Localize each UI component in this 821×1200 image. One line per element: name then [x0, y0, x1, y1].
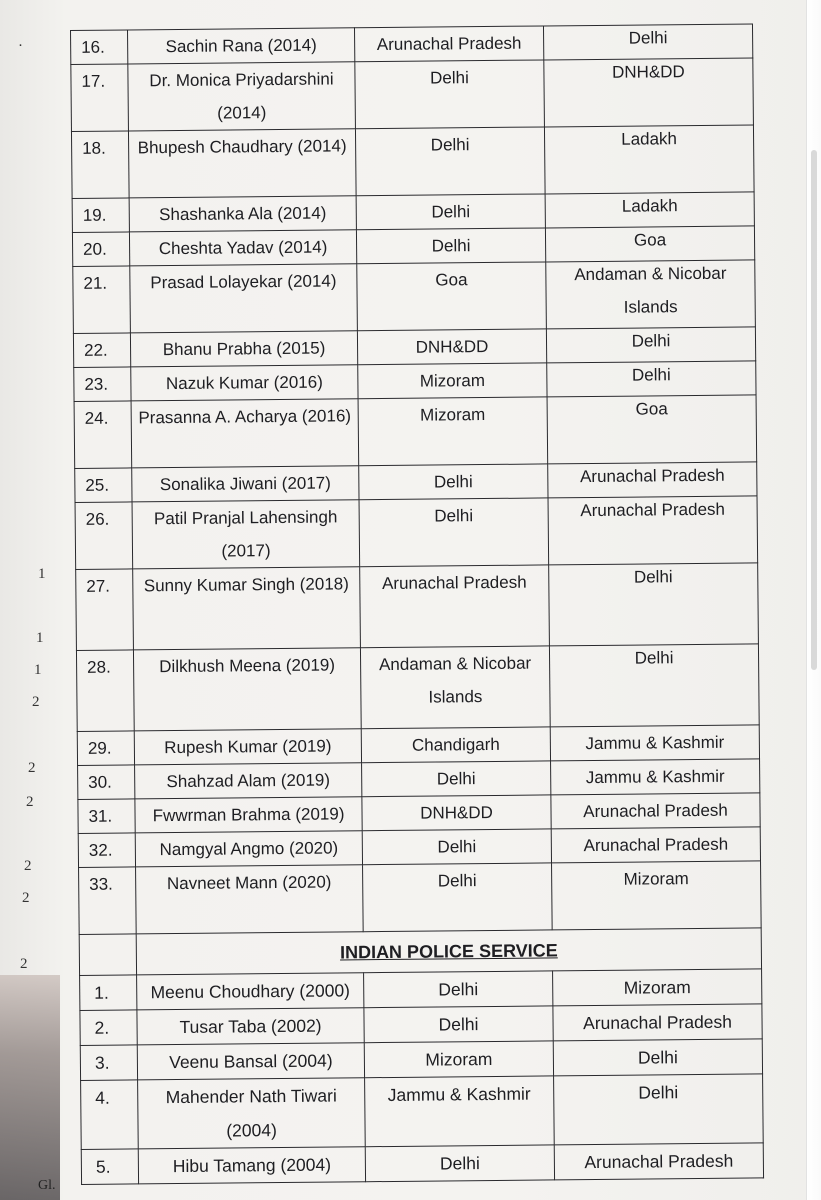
to-posting: Delhi — [631, 331, 671, 351]
from-cadre: Delhi — [362, 829, 551, 865]
to-posting: Ladakh — [621, 129, 678, 149]
officer-name: Tusar Taba (2002) — [137, 1008, 364, 1045]
scrollbar[interactable] — [811, 150, 817, 670]
officer-name: Patil Pranjal Lahensingh (2017) — [132, 500, 360, 569]
from-cadre: Arunachal Pradesh — [360, 565, 550, 648]
margin-fragment: 2 — [24, 858, 32, 874]
to-posting: Delhi — [633, 567, 673, 587]
section-heading-row — [79, 928, 761, 976]
to-posting: DNH&DD — [611, 62, 685, 82]
table-row — [71, 58, 754, 132]
from-cadre: Delhi — [365, 1145, 554, 1182]
officer-name: Shahzad Alam (2019) — [135, 763, 362, 799]
page-shadow — [0, 975, 60, 1200]
to-posting: Delhi — [631, 365, 671, 385]
section-title: INDIAN POLICE SERVICE — [136, 928, 761, 975]
serial-number: 27. — [76, 569, 134, 651]
serial-number: 26. — [75, 502, 133, 570]
officer-name: Shashanka Ala (2014) — [129, 196, 356, 232]
from-cadre: Goa — [357, 262, 547, 331]
officer-name: Navneet Mann (2020) — [136, 865, 364, 934]
officer-name: Mahender Nath Tiwari (2004) — [138, 1078, 366, 1149]
officer-name: Fwwrman Brahma (2019) — [135, 797, 362, 833]
to-posting: Arunachal Pradesh — [580, 499, 726, 521]
to-posting: Arunachal Pradesh — [553, 1004, 762, 1041]
officer-name: Sonalika Jiwani (2017) — [132, 466, 359, 502]
serial-number: 3. — [80, 1045, 137, 1081]
officer-name: Veenu Bansal (2004) — [137, 1043, 364, 1080]
serial-number: 4. — [81, 1080, 139, 1150]
from-cadre: Delhi — [364, 1006, 553, 1043]
officer-name: Nazuk Kumar (2016) — [131, 365, 358, 401]
serial-number: 20. — [72, 232, 129, 267]
table-row — [81, 1074, 764, 1150]
from-cadre: Delhi — [362, 761, 551, 797]
from-cadre: Delhi — [355, 127, 545, 196]
serial-number: 29. — [77, 731, 134, 766]
table-row — [78, 759, 760, 800]
serial-number: 33. — [79, 867, 137, 935]
from-cadre: Delhi — [356, 228, 545, 264]
officer-name: Hibu Tamang (2004) — [138, 1147, 365, 1184]
table-row — [81, 1143, 763, 1185]
table-row — [76, 644, 759, 732]
to-posting: Mizoram — [623, 869, 689, 889]
to-posting: Arunachal Pradesh — [554, 1143, 763, 1180]
from-cadre: Arunachal Pradesh — [354, 26, 543, 62]
to-posting: Goa — [635, 399, 668, 419]
margin-fragment: 1 — [36, 630, 44, 646]
serial-number: 28. — [76, 650, 134, 732]
from-cadre: DNH&DD — [362, 795, 551, 831]
serial-number: 5. — [81, 1149, 138, 1185]
officer-name: Meenu Choudhary (2000) — [137, 973, 364, 1010]
to-posting: Delhi — [634, 648, 674, 668]
serial-number: 21. — [73, 266, 131, 334]
table-row — [77, 725, 759, 766]
from-cadre: Delhi — [364, 971, 553, 1008]
officer-name: Rupesh Kumar (2019) — [134, 729, 361, 765]
serial-number: 25. — [75, 468, 132, 503]
from-cadre: Delhi — [355, 60, 545, 129]
table-row — [76, 563, 759, 651]
table-row — [74, 395, 757, 469]
officer-name: Dr. Monica Priyadarshini (2014) — [128, 62, 356, 131]
officer-name: Cheshta Yadav (2014) — [129, 230, 356, 266]
to-posting: Ladakh — [621, 196, 678, 216]
serial-number: 19. — [72, 198, 129, 233]
serial-number: 24. — [74, 401, 132, 469]
serial-number: 2. — [80, 1010, 137, 1046]
officer-name: Bhanu Prabha (2015) — [130, 331, 357, 367]
officer-name: Prasanna A. Acharya (2016) — [131, 399, 359, 468]
margin-dot: · — [18, 38, 23, 54]
serial-number: 17. — [71, 64, 129, 132]
serial-number: 31. — [78, 799, 135, 834]
to-posting: Arunachal Pradesh — [583, 834, 729, 856]
transfer-list-document — [70, 23, 761, 1184]
from-cadre: DNH&DD — [357, 329, 546, 365]
to-posting: Jammu & Kashmir — [585, 732, 725, 754]
table-row — [78, 793, 760, 834]
table-row — [78, 827, 760, 868]
to-posting: Mizoram — [553, 969, 762, 1006]
table-row — [80, 1039, 762, 1081]
serial-number: 32. — [78, 833, 135, 868]
officer-name: Bhupesh Chaudhary (2014) — [128, 129, 356, 198]
margin-fragment: 1 — [34, 662, 42, 678]
corner-note: Gl. — [38, 1178, 56, 1193]
from-cadre: Jammu & Kashmir — [365, 1076, 555, 1147]
table-row — [71, 125, 754, 199]
to-posting: Delhi — [554, 1074, 764, 1145]
viewer-edge — [806, 0, 821, 1200]
to-posting: Arunachal Pradesh — [583, 800, 728, 822]
margin-fragment: 2 — [32, 694, 40, 710]
officer-name: Dilkhush Meena (2019) — [133, 648, 361, 731]
to-posting: Delhi — [628, 28, 668, 48]
from-cadre: Mizoram — [358, 397, 548, 466]
serial-number: 22. — [73, 333, 130, 368]
to-posting: Delhi — [553, 1039, 762, 1076]
officer-transfer-table — [70, 23, 764, 1185]
table-row — [75, 496, 758, 570]
to-posting: Jammu & Kashmir — [585, 766, 725, 788]
officer-name: Sunny Kumar Singh (2018) — [133, 567, 361, 650]
from-cadre: Delhi — [359, 464, 548, 500]
from-cadre: Delhi — [356, 194, 545, 230]
serial-number: 1. — [80, 975, 137, 1011]
margin-fragment: 2 — [20, 956, 28, 972]
to-posting: Arunachal Pradesh — [579, 465, 725, 487]
table-row — [73, 260, 756, 334]
from-cadre: Mizoram — [358, 363, 547, 399]
from-cadre: Andaman & Nicobar Islands — [360, 646, 550, 729]
officer-name: Namgyal Angmo (2020) — [135, 831, 362, 867]
margin-fragment: 2 — [28, 760, 36, 776]
margin-fragment: 1 — [38, 566, 46, 582]
from-cadre: Delhi — [359, 498, 549, 567]
to-posting: Andaman & Nicobar Islands — [574, 263, 727, 317]
table-row — [79, 861, 762, 935]
margin-fragment: 2 — [22, 890, 30, 906]
serial-number: 30. — [78, 765, 135, 800]
to-posting: Goa — [633, 230, 667, 250]
from-cadre: Delhi — [363, 863, 553, 932]
margin-fragment: 2 — [26, 794, 34, 810]
from-cadre: Chandigarh — [361, 727, 550, 763]
serial-number: 23. — [74, 367, 131, 402]
officer-name: Sachin Rana (2014) — [128, 28, 355, 64]
officer-name: Prasad Lolayekar (2014) — [130, 264, 358, 333]
table-row — [80, 1004, 762, 1046]
serial-number: 18. — [71, 131, 129, 199]
serial-number: 16. — [71, 30, 128, 65]
table-row — [80, 969, 762, 1011]
from-cadre: Mizoram — [364, 1041, 553, 1078]
